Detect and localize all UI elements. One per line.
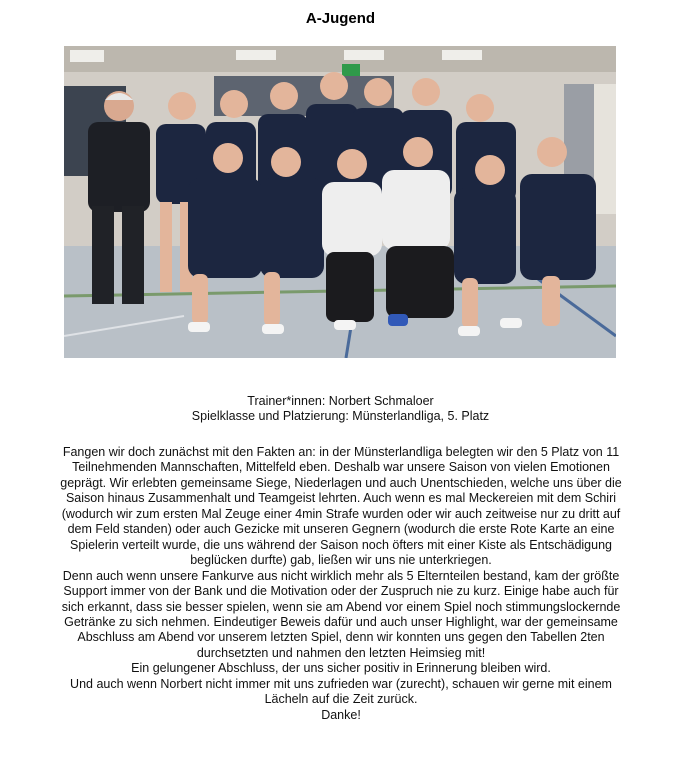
report-paragraph: Und auch wenn Norbert nicht immer mit uns zufrieden war (zurecht), schauen wir gerne mit einem Lächeln auf die Zeit zurück. bbox=[70, 676, 612, 707]
league-line: Spielklasse und Platzierung: Münsterlandliga, 5. Platz bbox=[191, 409, 490, 423]
trainer-line: Trainer*innen: Norbert Schmaloer bbox=[247, 394, 434, 408]
team-photo bbox=[64, 46, 616, 358]
report-closing: Danke! bbox=[321, 707, 361, 722]
season-report bbox=[58, 445, 624, 723]
team-photo-image bbox=[64, 46, 616, 358]
report-paragraph: Denn auch wenn unsere Fankurve aus nicht wirklich mehr als 5 Elternteilen bestand, kam der größte Support immer von der Bank und die Motivation oder der Zuspruch nie zu kurz. Einige habe auch für sich erkannt, dass sie besser spielen, wenn sie am Abend vor einem Spiel noch stimmungslockernde Getränke zu sich nehmen. Eindeutiger Beweis dafür und auch unser Highlight, war der gemeinsame Abschluss am Abend vor unserem letzten Spiel, denn wir konnten uns gegen den Tabellen 2ten durchsetzten und nahmen den letzten Heimsieg mit! bbox=[61, 568, 621, 660]
report-paragraph: Fangen wir doch zunächst mit den Fakten an: in der Münsterlandliga belegten wir den 5 Platz von 11 Teilnehmenden Mannschaften, Mittelfeld eben. Deshalb war unsere Saison von vielen Emotionen geprägt. Wir erlebten gemeinsame Siege, Niederlagen und auch Unentschieden, welche uns über die Saison hinaus Zusammenhalt und Teamgeist lehrten. Auch wenn es mal Meckereien mit dem Schiri (wodurch wir zum ersten Mal Zeuge einer 4min Strafe wurden oder wir auch zeitweise nur zu dritt auf dem Feld standen) oder auch Gezicke mit unseren Gegnern (wodurch die erste Rote Karte an eine Spielerin verteilt wurde, die uns während der Saison noch öfters mit einer Kiste als Entschädigung beglücken durfte) gab, ließen wir uns nie unterkriegen. bbox=[60, 445, 622, 568]
report-paragraph: Ein gelungener Abschluss, der uns sicher positiv in Erinnerung bleiben wird. bbox=[131, 661, 551, 676]
page-title: A-Jugend bbox=[305, 10, 376, 27]
team-meta bbox=[0, 394, 681, 424]
